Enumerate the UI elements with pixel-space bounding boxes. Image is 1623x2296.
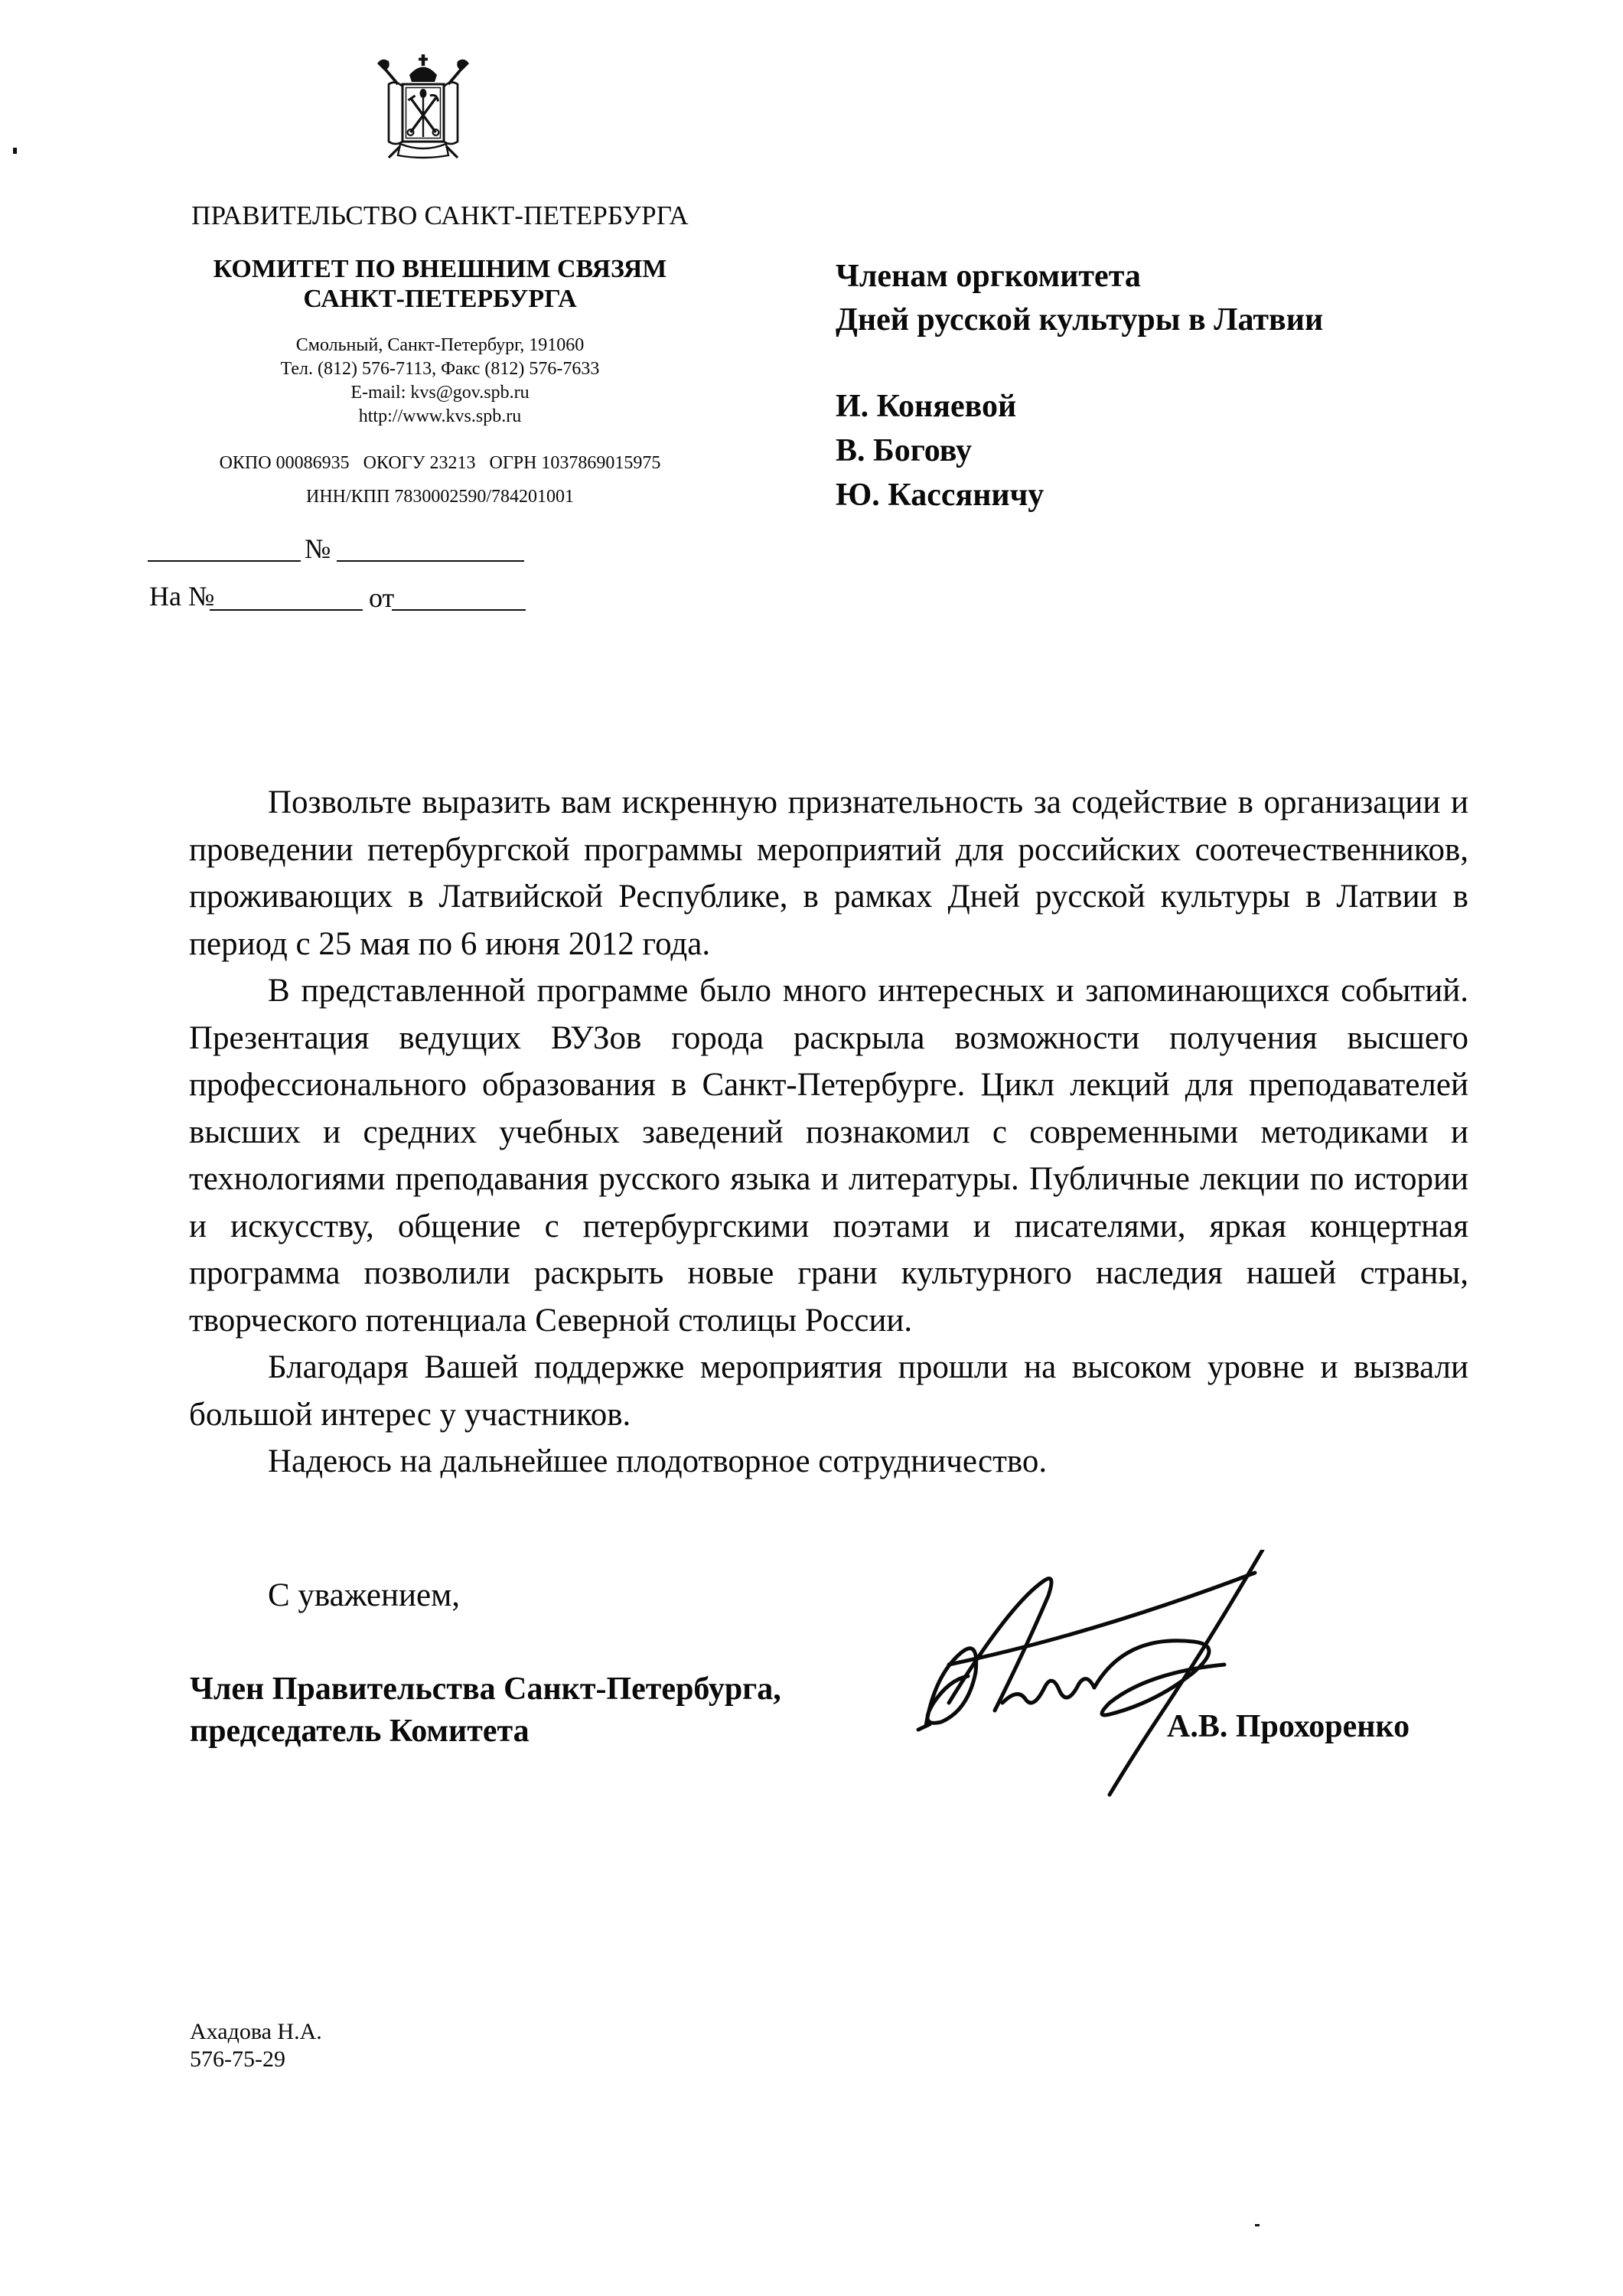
scan-mark xyxy=(1255,2224,1260,2226)
government-name: ПРАВИТЕЛЬСТВО САНКТ-ПЕТЕРБУРГА xyxy=(191,201,689,230)
handwritten-signature-icon xyxy=(903,1550,1301,1810)
addressee-line2: Дней русской культуры в Латвии xyxy=(836,302,1324,338)
email: E-mail: kvs@gov.spb.ru xyxy=(350,383,530,403)
from-label: от xyxy=(369,582,395,613)
contact-block xyxy=(153,334,727,429)
executor-name: Ахадова Н.А. xyxy=(190,2019,322,2044)
tax-codes: ИНН/КПП 7830002590/784201001 xyxy=(305,487,574,507)
number-label: № xyxy=(305,533,331,564)
executor-phone: 576-75-29 xyxy=(190,2047,285,2072)
signatory-title-line2: председатель Комитета xyxy=(190,1714,530,1749)
addressee-line1: Членам оргкомитета xyxy=(836,259,1141,294)
reply-to-label: На № xyxy=(149,581,215,612)
committee-name-line1: КОМИТЕТ ПО ВНЕШНИМ СВЯЗЯМ xyxy=(213,255,667,283)
signatory-name: А.В. Прохоренко xyxy=(1167,1709,1410,1744)
body-paragraph: Надеюсь на дальнейшее плодотворное сотрудничество. xyxy=(268,1443,1048,1479)
saint-petersburg-coat-of-arms-icon xyxy=(366,50,481,165)
reply-date-field xyxy=(392,609,526,611)
signatory-title-line1: Член Правительства Санкт-Петербурга, xyxy=(190,1671,781,1707)
website: http://www.kvs.spb.ru xyxy=(358,406,522,426)
body-paragraph: В представленной программе было много интересных и запоминающихся событий. Презентация ведущих ВУЗов города раскрыла возможности получения высшего профессионального образования в Санкт-Петербурге. Цикл лекций для преподавателей высших и средних учебных заведений познакомил с современными методиками и технологиями преподавания русского языка и литературы. Публичные лекции по истории и искусству, общение с петербургскими поэтами и писателями, яркая концертная программа позволили раскрыть новые грани культурного наследия нашей страны, творческого потенциала Северной столицы России. xyxy=(189,973,1468,1339)
phone-fax: Тел. (812) 576-7113, Факс (812) 576-7633 xyxy=(280,359,600,379)
recipient: Ю. Кассяничу xyxy=(836,478,1045,513)
closing-regards: С уважением, xyxy=(268,1577,461,1613)
postal-address: Смольный, Санкт-Петербург, 191060 xyxy=(295,335,585,355)
recipient: В. Богову xyxy=(836,433,973,468)
registration-codes: ОКПО 00086935 ОКОГУ 23213 ОГРН 1037869015975 xyxy=(219,453,661,473)
outgoing-date-field xyxy=(148,560,301,562)
executor-info xyxy=(190,2018,322,2073)
outgoing-number-field xyxy=(337,560,524,562)
body-paragraph: Благодаря Вашей поддержке мероприятия прошли на высоком уровне и вызвали большой интерес у участников. xyxy=(189,1349,1468,1433)
committee-name-line2: САНКТ-ПЕТЕРБУРГА xyxy=(303,285,577,313)
scan-mark xyxy=(13,148,17,154)
body-paragraph: Позвольте выразить вам искренную признательность за содействие в организации и проведении петербургской программы мероприятий для российских соотечественников, проживающих в Латвийской Республике, в рамках Дней русской культуры в Латвии в период с 25 мая по 6 июня 2012 года. xyxy=(189,784,1468,962)
reply-number-field xyxy=(210,609,363,611)
recipient: И. Коняевой xyxy=(836,389,1017,424)
letter-body xyxy=(189,779,1468,1486)
